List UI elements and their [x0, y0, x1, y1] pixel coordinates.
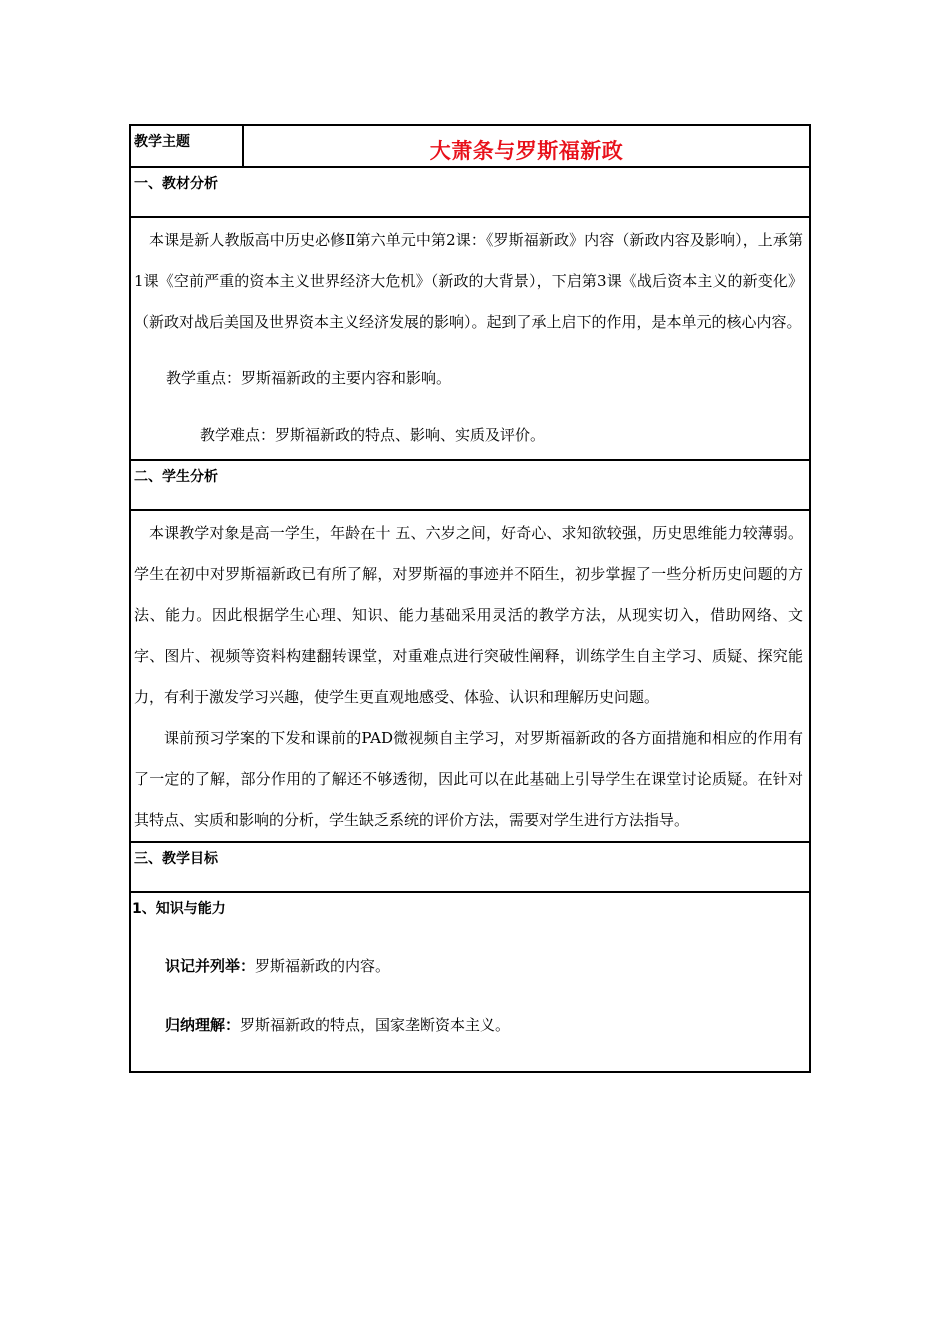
objective-text: 罗斯福新政的特点，国家垄断资本主义。 — [240, 1016, 511, 1034]
textbook-heading-row — [130, 167, 810, 217]
objectives-body-row — [130, 892, 810, 1072]
student-analysis-body — [130, 510, 810, 842]
students-heading-row — [130, 460, 810, 510]
topic-label: 教学主题 — [130, 125, 243, 167]
objectives-heading: 三、教学目标 — [130, 842, 810, 892]
student-paragraph-1: 本课教学对象是高一学生，年龄在十 五、六岁之间，好奇心、求知欲较强，历史思维能力较薄弱。学生在初中对罗斯福新政已有所了解，对罗斯福的事迹并不陌生，初步掌握了一些分析历史问题的方 法、能力。因此根据学生心理、知识、能力基础采用灵活的教学方法，从现实切入，借助网络、文字、图片、视频等资料构建翻转课堂，对重难点进行突破性阐释，训练学生自主学习、质疑、探究能力，有利于激发学习兴趣，使学生更直观地感受、体验、认识和理解历史问题。 — [134, 524, 803, 706]
difficulty-point: 教学难点：罗斯福新政的特点、影响、实质及评价。 — [200, 426, 546, 444]
textbook-paragraph: 本课是新人教版高中历史必修Ⅱ第六单元中第2课：《罗斯福新政》内容（新政内容及影响），上承第1课《空前严重的资本主义世界经济大危机》（新政的大背景），下启第3课《战后资本主义的新变化》（新政对战后美国及世界资本主义经济发展的影响）。起到了承上启下的作用，是本单元的核心内容。 — [134, 231, 803, 331]
objective-text: 罗斯福新政的内容。 — [255, 957, 391, 975]
lesson-title: 大萧条与罗斯福新政 — [429, 139, 624, 163]
objectives-body — [130, 892, 810, 1072]
students-body-row — [130, 510, 810, 842]
textbook-analysis-heading: 一、教材分析 — [130, 167, 810, 217]
lesson-plan-table — [129, 124, 811, 1073]
key-point: 教学重点：罗斯福新政的主要内容和影响。 — [166, 369, 452, 387]
objective-label: 归纳理解： — [165, 1016, 241, 1034]
knowledge-ability-heading: 1、知识与能力 — [132, 901, 226, 917]
objective-item — [131, 955, 809, 976]
student-analysis-heading: 二、学生分析 — [130, 460, 810, 510]
title-cell — [243, 125, 810, 167]
student-paragraph-2: 课前预习学案的下发和课前的PAD微视频自主学习，对罗斯福新政的各方面措施和相应的作用有了一定的了解，部分作用的了解还不够透彻，因此可以在此基础上引导学生在课堂讨论质疑。在针对其特点、实质和影响的分析，学生缺乏系统的评价方法，需要对学生进行方法指导。 — [134, 729, 803, 829]
objectives-heading-row — [130, 842, 810, 892]
objective-item — [131, 1014, 809, 1035]
topic-row — [130, 125, 810, 167]
textbook-body-row — [130, 217, 810, 460]
objective-label: 识记并列举： — [165, 957, 256, 975]
textbook-analysis-body — [130, 217, 810, 460]
